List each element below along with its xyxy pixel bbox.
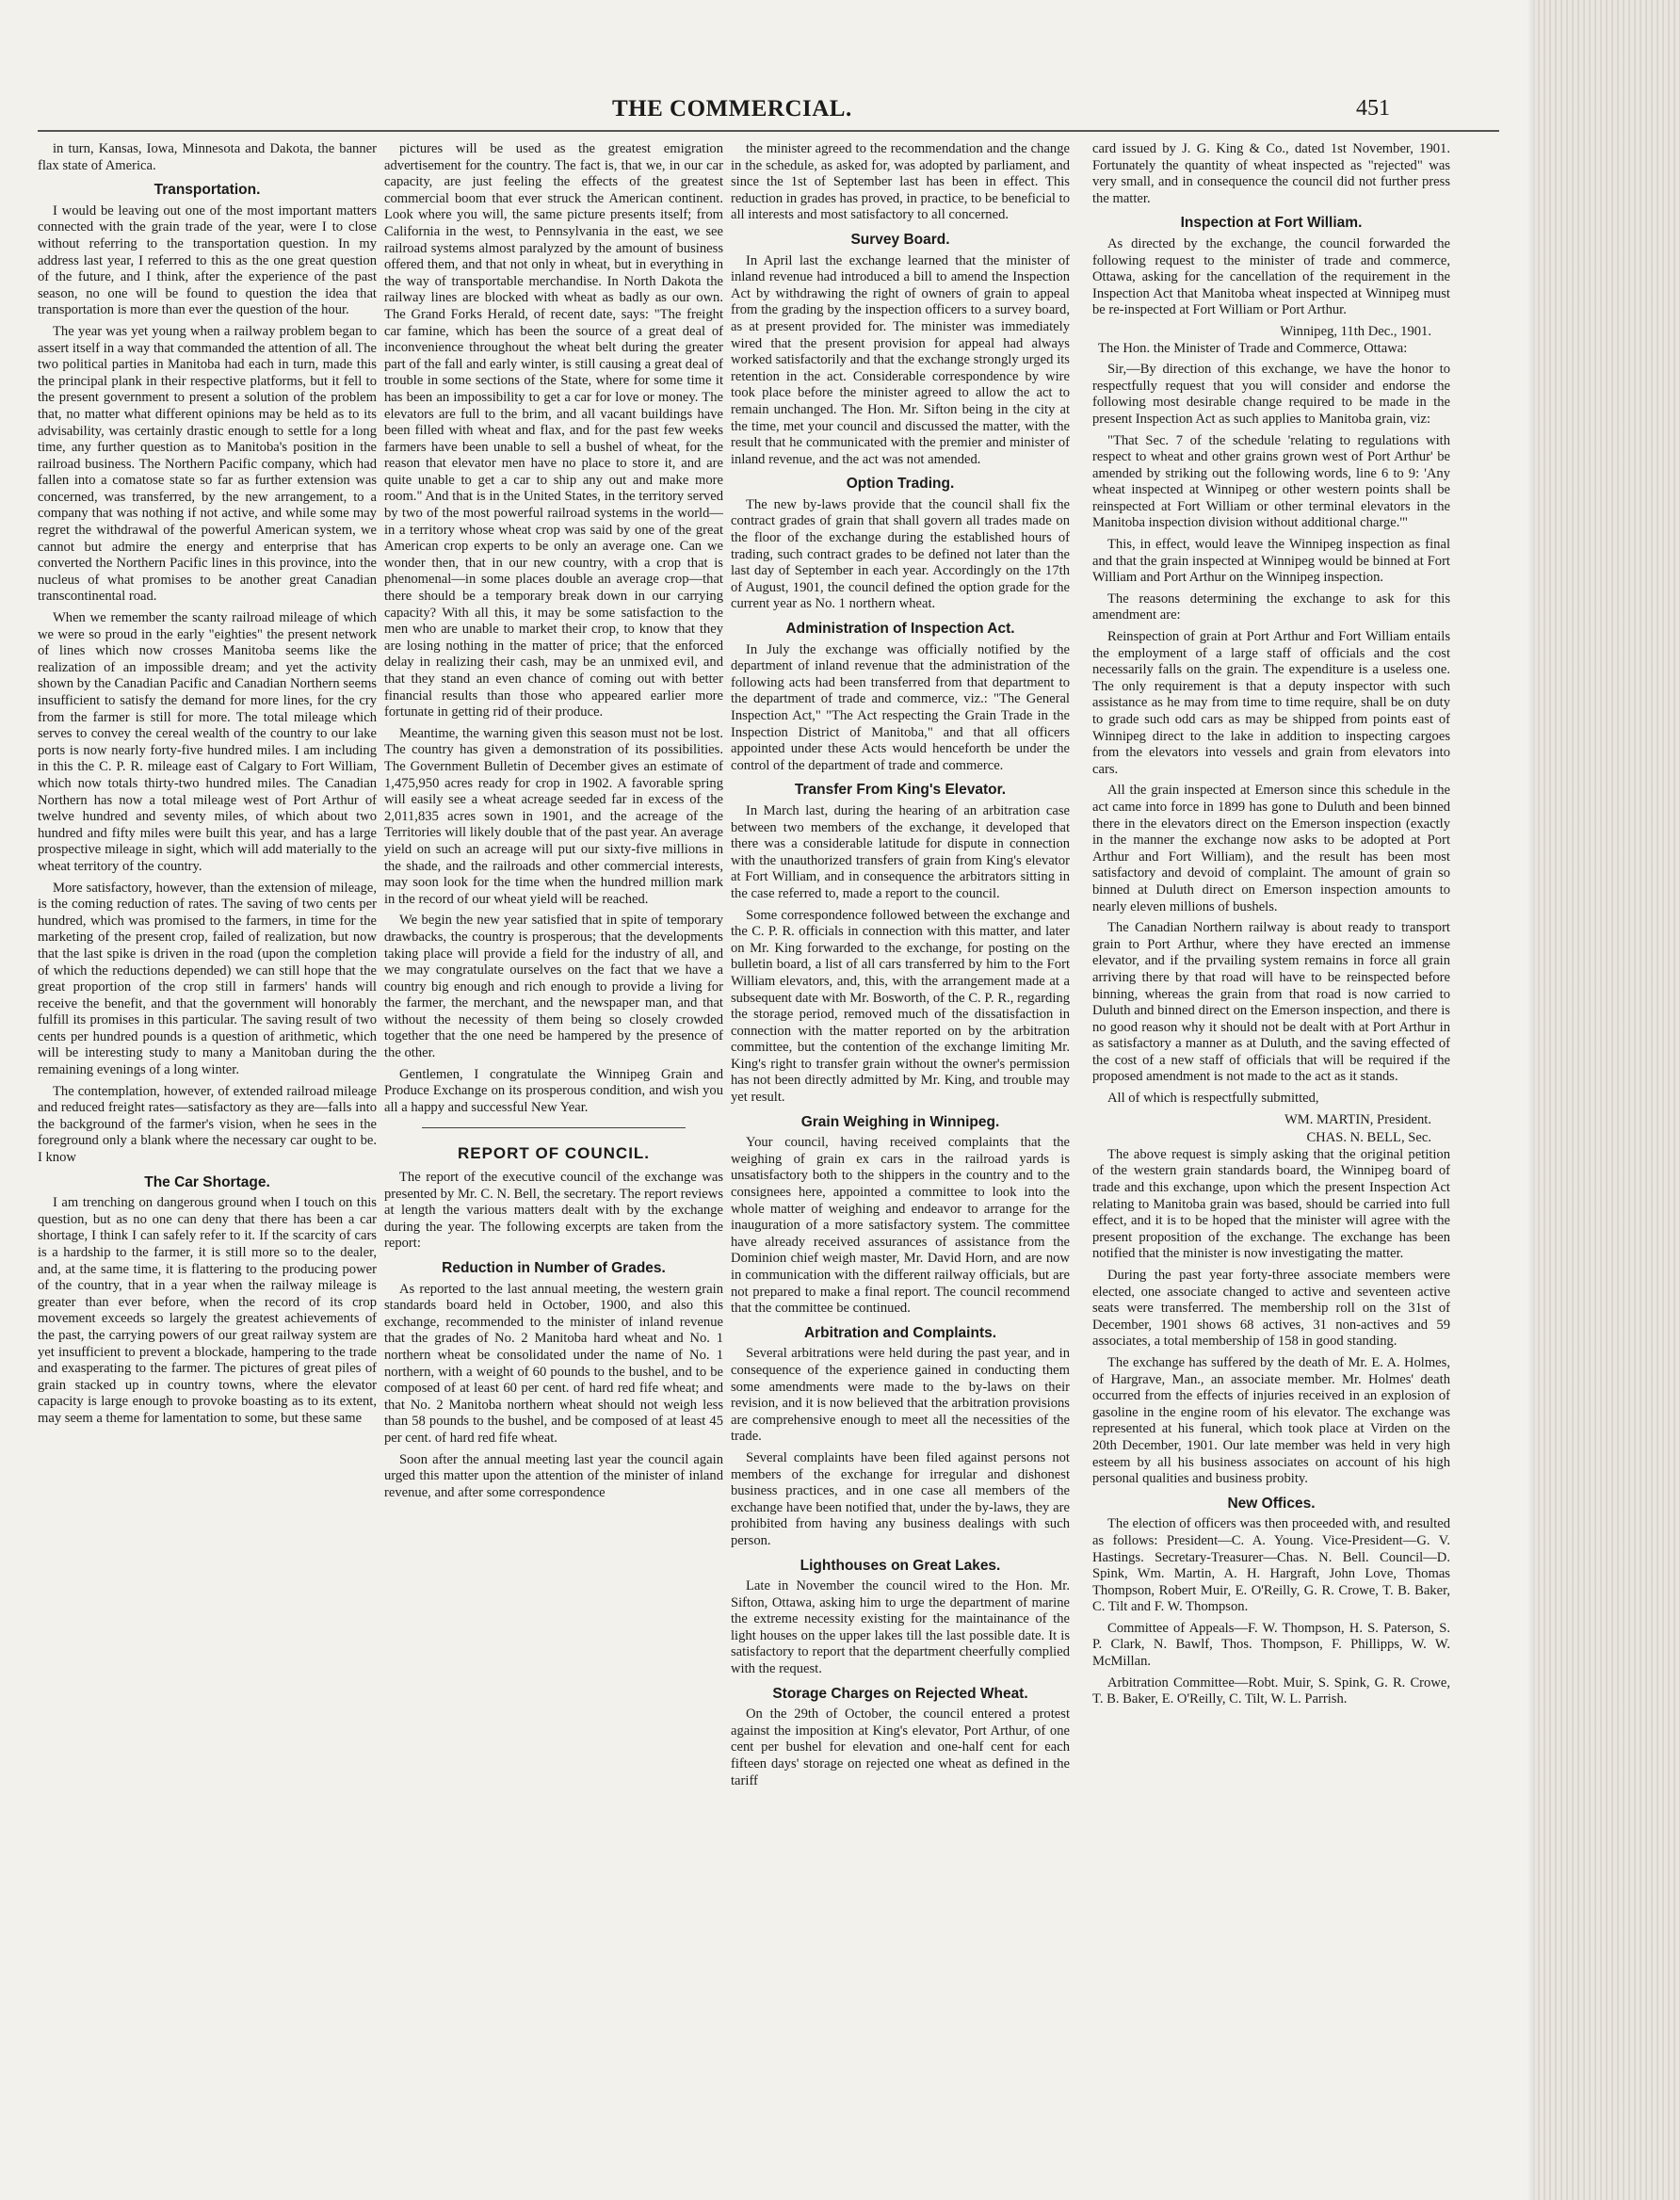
paragraph: All of which is respectfully submitted, (1107, 1091, 1319, 1107)
paragraph: Some correspondence followed between the exchange and the C. P. R. officials in connection with this matter, and later on Mr. King forwarded to the exchange, for posting on the bulletin board, a list of all cars transferred by him to the Fort William elevators, and, this, with the arrangement made at a subsequent date with Mr. Bosworth, of the C. P. R., regarding the storage period, removed much of the dissatisfaction in connection with the matter reported on by the arbitration committee, but the contention of the exchange limiting Mr. King's right to transfer grain without the owner's permission has not been directly admitted by Mr. King, and trouble may yet result. (731, 907, 1070, 1106)
paragraph: We begin the new year satisfied that in spite of temporary drawbacks, the country is prosperous; that the developments taking place will provide a field for the industry of all, and we may congratulate ourselves on the fact that we have a country big enough and rich enough to provide a living for the farmer, the merchant, and the newspaper man, and that without the necessity of them being so closely crowded together that the one need be hampered by the presence of the other. (384, 913, 723, 1061)
paragraph: As reported to the last annual meeting, the western grain standards board held in October, 1900, and also this exchange, recommended to the minister of inland revenue that the grades of No. 2 Manitoba hard wheat and No. 1 northern wheat be consolidated under the name of No. 1 northern, with a weight of 60 pounds to the bushel, and to be composed of at least 60 per cent. of hard red fife wheat; and that No. 2 Manitoba northern wheat should not weigh less than 58 pounds to the bushel, and be composed of at least 45 per cent. of hard red fife wheat. (384, 1281, 723, 1446)
paragraph: During the past year forty-three associate members were elected, one associate changed to active and seventeen active seats were transferred. The membership roll on the 31st of December, 1901 shows 68 actives, 31 non-actives and 59 associates, a total membership of 158 in good standing. (1092, 1268, 1450, 1350)
section-heading: The Car Shortage. (144, 1173, 270, 1190)
column-1 (38, 141, 377, 2081)
section-heading: Administration of Inspection Act. (785, 621, 1015, 638)
paragraph: More satisfactory, however, than the extension of mileage, is the coming reduction of rates. The saving of two cents per hundred, which was promised to the farmers, in time for the marketing of the present crop, failed of realization, but now that the last spike is driven in the road (upon the completion of which the reductions depended) we can still hope that the great proportion of the crop still in farmers' hands will receive the benefit, and that the government will honorably fulfill its promises in this particular. The saving result of two cents per hundred pounds is a question of arithmetic, which will be interesting study to many a Manitoban during the remaining evenings of a long winter. (38, 880, 377, 1078)
column-2 (384, 141, 723, 2081)
paragraph: In March last, during the hearing of an arbitration case between two members of the exchange, it developed that there was a considerable latitude for dispute in connection with the unauthorized transfers of grain from King's elevator at Fort William, and in consequence the arbitrators sitting in the case referred to, made a report to the council. (731, 802, 1070, 901)
paragraph: The new by-laws provide that the council shall fix the contract grades of grain that shall govern all trades made on the floor of the exchange during the established hours of trading, such contract grades to be defined not later than the last day of September in each year. Accordingly on the 17th of August, 1901, the council defined the option grade for the current year as No. 1 northern wheat. (731, 496, 1070, 612)
address-line: The Hon. the Minister of Trade and Commerce, Ottawa: (1098, 340, 1408, 356)
paragraph: Meantime, the warning given this season must not be lost. The country has given a demonstration of its possibilities. The Government Bulletin of December gives an estimate of 1,475,950 acres ready for crop in 1902. A favorable spring will easily see a wheat acreage seeded far in excess of the 2,011,835 acres sown in 1901, and the acreage of the Territories will likely double that of the past year. An average yield on such an acreage will put our sixty-five millions in the shade, and the railroads and other commercial interests, may soon look for the time when the hundred million mark in the record of our wheat yield will be reached. (384, 725, 723, 907)
paragraph: pictures will be used as the greatest emigration advertisement for the country. The fact is, that we, in our car capacity, are just feeling the effects of the greatest commercial boom that ever struck the American continent. Look where you will, the same picture presents itself; from California in the west, to Pennsylvania in the east, we see railroad systems almost paralyzed by the amount of business offered them, and that not only in wheat, but in everything in the way of transportable merchandise. In North Dakota the railway lines are blocked with wheat as badly as our own. The Grand Forks Herald, of recent date, says: "The freight car famine, which has been the source of a great deal of inconvenience throughout the wheat belt during the greater part of the fall and early winter, is still causing a great deal of trouble in some sections of the State, where for some time it has been an impossibility to get a car for love or money. The elevators are full to the brim, and all vacant buildings have been filled with wheat and flax, and for the past few weeks farmers have been unable to sell a bushel of wheat, for the reason that elevator men have no place to store it, and are quite unable to get a car to ship any out and make more room." And that is in the United States, in the territory served by two of the most powerful railroad systems in the world—in a territory whose wheat crop was said by one of the great American crop experts to be only an average one. Can we wonder then, that in our new country, with a crop that is phenomenal—in some places double an average crop—that there should be a temporary break down in our carrying capacity? With all this, it may be some satisfaction to the men who are unable to market their crop, to know that they are losing nothing in the matter of price; that the enforced delay in realizing their cash, may be an unmixed evil, and that they stand an even chance of coming out with better financial results than those who appeared earlier more fortunate in getting rid of their produce. (384, 141, 723, 720)
paragraph: When we remember the scanty railroad mileage of which we were so proud in the early "eighties" the present network of lines which now crosses Manitoba seems like the realization of an impossible dream; and yet the activity shown by the Canadian Pacific and Canadian Northern seems insufficient to satisfy the demand for more lines, for the cry from the farmer is still for more. The total mileage which serves to convey the cereal wealth of the country to our lake ports is now nearly forty-five hundred miles. I am including in this the C. P. R. mileage east of Calgary to Fort William, which now totals thirty-two hundred miles. The Canadian Northern has now a total mileage west of Port Arthur of twelve hundred and seventy miles, of which about two hundred and fifty miles were built this year, and has a large prospective mileage in sight, which will add materially to the wheat territory of the country. (38, 610, 377, 874)
section-heading: Reduction in Number of Grades. (442, 1260, 666, 1276)
paragraph: "That Sec. 7 of the schedule 'relating to regulations with respect to wheat and other grains grown west of Port Arthur' be amended by striking out the following words, line 6 to 9: 'Any wheat inspected at Winnipeg or other western points shall be reinspected at Fort William or other terminal elevators in the Manitoba inspection division without additional charge.'" (1092, 432, 1450, 531)
book-page-edges (1535, 0, 1680, 2200)
section-heading: Survey Board. (850, 231, 950, 248)
section-heading: Inspection at Fort William. (1180, 215, 1363, 232)
section-heading: Grain Weighing in Winnipeg. (800, 1113, 1000, 1130)
signature-line: Winnipeg, 11th Dec., 1901. (1280, 323, 1431, 339)
section-rule (422, 1127, 686, 1128)
section-heading: Transfer From King's Elevator. (794, 782, 1007, 799)
paragraph: Gentlemen, I congratulate the Winnipeg Grain and Produce Exchange on its prosperous condition, and wish you all a happy and successful New Year. (384, 1066, 723, 1115)
header-rule (38, 130, 1499, 132)
paragraph: Your council, having received complaints that the weighing of grain ex cars in the railroad yards is unsatisfactory both to the shippers in the country and to the consignees here, appointed a committee to look into the whole matter of weighing and endeavor to arrange for the inauguration of a more satisfactory system. The committee have already received assurances of assistance from the Dominion chief weigh master, Mr. David Horn, and are now in communication with the different railway officials, but are not prepared to make a final report. The council recommend that the committee be continued. (731, 1135, 1070, 1317)
paragraph: The Canadian Northern railway is about ready to transport grain to Port Arthur, where they have erected an immense elevator, and if the prvailing system remains in force all grain arriving there by that road will have to be reinspected before binning, whereas the grain from that road is now carried to Duluth and binned direct on the Emerson inspection, and there is no good reason why it should not be dealt with at Port Arthur in as satisfactory a manner as at Duluth, and the saving effected of the cost of a new staff of officials that will be required if the proposed amendment is not made to the act as it stands. (1092, 920, 1450, 1085)
column-4 (1092, 141, 1450, 2081)
paragraph: All the grain inspected at Emerson since this schedule in the act came into force in 1899 has gone to Duluth and been binned there in the elevators direct on the Emerson inspection (exactly in the manner the exchange now asks to be adopted at Port Arthur and Fort William), and the result has been most satisfactory and devoid of complaint. The amount of grain so binned at Duluth direct on Emerson inspection amounts to nearly eleven millions of bushels. (1092, 783, 1450, 914)
paragraph: The report of the executive council of the exchange was presented by Mr. C. N. Bell, the secretary. The report reviews at length the various matters dealt with by the exchange during the year. The following excerpts are taken from the report: (384, 1170, 723, 1252)
paragraph: Several arbitrations were held during the past year, and in consequence of the experience gained in conducting them some amendments were made to the by-laws on their revision, and it is now believed that the arbitration provisions are comprehensive enough to meet all the necessities of the trade. (731, 1346, 1070, 1445)
paragraph: In July the exchange was officially notified by the department of inland revenue that the administration of the following acts had been transferred from that department to the department of trade and commerce, viz.: "The General Inspection Act," "The Act respecting the Grain Trade in the Inspection District of Manitoba," and that all officers appointed under these Acts would henceforth be under the control of the department of trade and commerce. (731, 641, 1070, 773)
column-3 (731, 141, 1070, 2081)
page-number: 451 (1356, 96, 1390, 121)
paragraph: Reinspection of grain at Port Arthur and Fort William entails the employment of a large staff of officials and the cost necessarily falls on the grain. The expenditure is a useless one. The only requirement is that a deputy inspector with such assistance as he may from time to time require, shall be on duty to grade such odd cars as may be shipped from points east of Winnipeg direct to the lake in addition to inspecting cargoes from the elevators into vessels and grain from elevators into cars. (1092, 629, 1450, 777)
paragraph: Committee of Appeals—F. W. Thompson, H. S. Paterson, S. P. Clark, N. Bawlf, Thos. Thompson, F. Phillipps, W. W. McMillan. (1092, 1620, 1450, 1670)
section-heading: Storage Charges on Rejected Wheat. (772, 1685, 1028, 1702)
section-heading: Lighthouses on Great Lakes. (800, 1557, 1001, 1574)
running-head-title: THE COMMERCIAL. (612, 96, 852, 121)
paragraph: Soon after the annual meeting last year the council again urged this matter upon the attention of the minister of inland revenue, and after some correspondence (384, 1451, 723, 1500)
paragraph: In April last the exchange learned that the minister of inland revenue had introduced a bill to amend the Inspection Act by withdrawing the right of owners of grain to appeal from the grading by the inspection officers to a survey board, as at present provided for. The minister was immediately wired that the present provision for appeal had always worked satisfactorily and that the exchange strongly urged its retention in the act. Considerable correspondence by wire took place before the minister agreed to allow the act to remain unchanged. The Hon. Mr. Sifton being in the city at the time, met your council and discussed the matter, with the result that he communicated with the premier and minister of inland revenue, and the act was not amended. (731, 252, 1070, 467)
paragraph: Late in November the council wired to the Hon. Mr. Sifton, Ottawa, asking him to urge the department of marine the extreme necessity existing for the maintainance of the light houses on the upper lakes till the last possible date. It is satisfactory to report that the department cheerfully complied with the request. (731, 1578, 1070, 1677)
paragraph: This, in effect, would leave the Winnipeg inspection as final and that the grain inspected at Winnipeg would be binned at Fort William and Port Arthur on the Winnipeg inspection. (1092, 537, 1450, 586)
paragraph: On the 29th of October, the council entered a protest against the imposition at King's elevator, Port Arthur, of one cent per bushel for elevation and one-half cent for each fifteen days' storage on rejected one wheat as defined in the tariff (731, 1707, 1070, 1788)
paragraph: As directed by the exchange, the council forwarded the following request to the minister of trade and commerce, Ottawa, asking for the cancellation of the requirement in the Inspection Act that Manitoba wheat inspected at Winnipeg must be re-inspected at Fort William or Port Arthur. (1092, 235, 1450, 318)
report-heading: REPORT OF COUNCIL. (457, 1144, 651, 1163)
signature-line: CHAS. N. BELL, Sec. (1306, 1130, 1431, 1146)
section-heading: Arbitration and Complaints. (803, 1324, 997, 1341)
paragraph: I am trenching on dangerous ground when I touch on this question, but as no one can deny that there has been a car shortage, I think I can safely refer to it. If the scarcity of cars is a hardship to the farmer, it is still more so to the dealer, and, at the same time, it is flattering to the producing power of the country, that in a year when the railway mileage is greater than ever before, when the record of its crop movement exceeds so largely the greatest achievements of the past, the carrying powers of our great railway system are yet insufficient to prevent a blockade, hampering to the trade and exasperating to the farmer. The pictures of great piles of grain stacked up in country towns, where the elevator capacity is large enough to provoke boasting as to its extent, may seem a theme for lamentation to some, but these same (38, 1195, 377, 1426)
paragraph: The election of officers was then proceeded with, and resulted as follows: President—C. A. Young. Vice-President—G. V. Hastings. Secretary-Treasurer—Chas. N. Bell. Council—D. Spink, Wm. Martin, A. H. Hargraft, John Love, Thomas Thompson, Robert Muir, E. O'Reilly, G. R. Crowe, T. B. Baker, C. Tilt and F. W. Thompson. (1092, 1516, 1450, 1615)
paragraph: The above request is simply asking that the original petition of the western grain standards board, the Winnipeg board of trade and this exchange, upon which the present Inspection Act relating to Manitoba grain was based, should be carried into full effect, and it is to be hoped that the minister will agree with the present proposition of the exchange. The exchange has been notified that the minister is now investigating the matter. (1092, 1146, 1450, 1262)
paragraph: Arbitration Committee—Robt. Muir, S. Spink, G. R. Crowe, T. B. Baker, E. O'Reilly, C. Tilt, W. L. Parrish. (1092, 1674, 1450, 1707)
paragraph: card issued by J. G. King & Co., dated 1st November, 1901. Fortunately the quantity of wheat inspected as "rejected" was very small, and in consequence the council did not further press the matter. (1092, 141, 1450, 206)
paragraph: The exchange has suffered by the death of Mr. E. A. Holmes, of Hargrave, Man., an associate member. Mr. Holmes' death occurred from the effects of injuries received in an explosion of gasoline in the engine room of his elevator. The exchange was represented at his funeral, which took place at Virden on the 20th December, 1901. Our late member was held in very high esteem by all his business associates on account of his high personal qualities and business probity. (1092, 1354, 1450, 1487)
paragraph: Several complaints have been filed against persons not members of the exchange for irregular and dishonest business practices, and in one case all members of the exchange have been notified that, under the by-laws, they are prohibited from having any business dealings with such person. (731, 1449, 1070, 1548)
paragraph: I would be leaving out one of the most important matters connected with the grain trade of the year, were I to close without referring to the transportation question. In my address last year, I referred to this as the one great question of the future, and I think, after the experience of the past season, no one will be found to question the idea that transportation is more than ever the question of the hour. (38, 202, 377, 318)
paragraph: The contemplation, however, of extended railroad mileage and reduced freight rates—satisfactory as they are—falls into the background of the farmer's vision, when he sees in the foreground only a blank where the necessary car ought to be. I know (38, 1083, 377, 1166)
signature-line: WM. MARTIN, President. (1284, 1111, 1431, 1127)
paragraph: Sir,—By direction of this exchange, we have the honor to respectfully request that you will consider and endorse the following most desirable change required to be made in the present Inspection Act as such applies to Manitoba grain, viz: (1092, 362, 1450, 427)
paragraph: The reasons determining the exchange to ask for this amendment are: (1092, 590, 1450, 623)
section-heading: Option Trading. (846, 476, 955, 493)
paragraph: The year was yet young when a railway problem began to assert itself in a way that commanded the attention of all. The two political parties in Manitoba had each in turn, made this the principal plank in their respective platforms, but it fell to the present government to present a solution of the problem that, no matter what different opinions may be held as to its advisability, was certainly drastic enough to settle for a long time, any further question as to Manitoba's position in the railroad business. The Northern Pacific company, which had fallen into a comatose state so far as further extension was concerned, was transferred, by the new arrangement, to a company that was nothing if not active, and while some may regret the withdrawal of the powerful American system, we cannot but admire the energy and enterprise that has converted the Northern Pacific lines in this province, into the nucleus of what promises to be another great Canadian transcontinental road. (38, 323, 377, 605)
section-heading: New Offices. (1227, 1495, 1316, 1512)
paragraph: the minister agreed to the recommendation and the change in the schedule, as asked for, was adopted by parliament, and since the 1st of September last has been in effect. This reduction in grades has proved, in practice, to be beneficial to all interests and most satisfactory to all concerned. (731, 141, 1070, 223)
section-heading: Transportation. (153, 182, 261, 199)
paragraph: in turn, Kansas, Iowa, Minnesota and Dakota, the banner flax state of America. (38, 141, 377, 173)
